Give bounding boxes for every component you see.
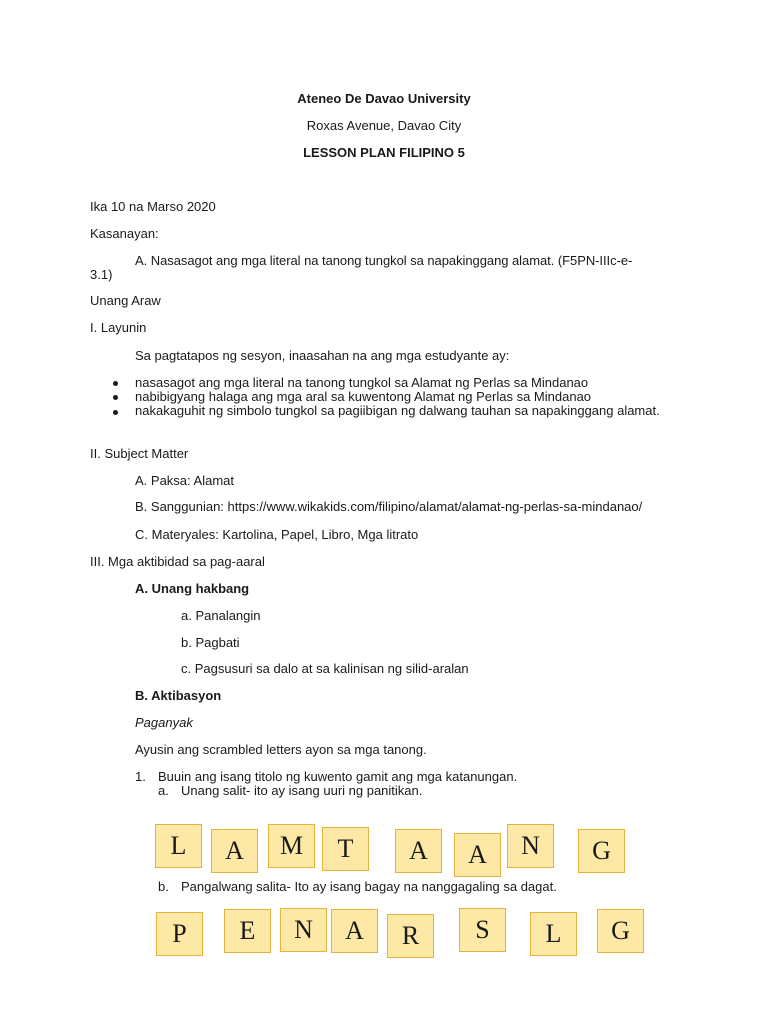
- letter-tile: N: [280, 908, 327, 952]
- letter-tile: G: [578, 829, 625, 873]
- letter-tile: L: [530, 912, 577, 956]
- layunin-bullet-1: nasasagot ang mga literal na tanong tungkol sa Alamat ng Perlas sa Mindanao: [135, 375, 589, 390]
- question-a-letter: a.: [158, 783, 169, 798]
- step-pagbati: b. Pagbati: [181, 635, 240, 650]
- question-1: Buuin ang isang titolo ng kuwento gamit ang mga katanungan.: [158, 769, 518, 784]
- sanggunian: B. Sanggunian: https://www.wikakids.com/filipino/alamat/alamat-ng-perlas-sa-mindanao/: [135, 499, 643, 514]
- materyales: C. Materyales: Kartolina, Papel, Libro, Mga litrato: [135, 527, 419, 542]
- letter-tile: A: [454, 833, 501, 877]
- kasanayan-text-line1: A. Nasasagot ang mga literal na tanong tungkol sa napakinggang alamat. (F5PN-IIIc-e-: [135, 253, 633, 268]
- letter-tile: E: [224, 909, 271, 953]
- letter-tile: N: [507, 824, 554, 868]
- question-number: 1.: [135, 769, 146, 784]
- aktibidad-heading: III. Mga aktibidad sa pag-aaral: [90, 554, 265, 569]
- letter-tile: S: [459, 908, 506, 952]
- bullet-icon: [113, 381, 118, 386]
- instruction: Ayusin ang scrambled letters ayon sa mga tanong.: [135, 742, 427, 757]
- aktibasyon: B. Aktibasyon: [135, 688, 222, 703]
- question-b: Pangalwang salita- Ito ay isang bagay na nanggagaling sa dagat.: [181, 879, 557, 894]
- question-a: Unang salit- ito ay isang uuri ng panitikan.: [181, 783, 423, 798]
- unang-hakbang: A. Unang hakbang: [135, 581, 250, 596]
- unang-araw: Unang Araw: [90, 293, 161, 308]
- paksa: A. Paksa: Alamat: [135, 473, 234, 488]
- letter-tile: A: [395, 829, 442, 873]
- letter-tile: M: [268, 824, 315, 868]
- letter-tile: P: [156, 912, 203, 956]
- bullet-icon: [113, 410, 118, 415]
- kasanayan-label: Kasanayan:: [90, 226, 159, 241]
- letter-tile: R: [387, 914, 434, 958]
- step-panalangin: a. Panalangin: [181, 608, 261, 623]
- step-pagsusuri: c. Pagsusuri sa dalo at sa kalinisan ng silid-aralan: [181, 661, 469, 676]
- letter-tile: A: [211, 829, 258, 873]
- layunin-heading: I. Layunin: [90, 320, 147, 335]
- university-name: Ateneo De Davao University: [297, 91, 471, 106]
- address: Roxas Avenue, Davao City: [306, 118, 462, 133]
- letter-tile: A: [331, 909, 378, 953]
- bullet-icon: [113, 395, 118, 400]
- paganyak: Paganyak: [135, 715, 193, 730]
- letter-tile: T: [322, 827, 369, 871]
- date: Ika 10 na Marso 2020: [90, 199, 216, 214]
- question-b-letter: b.: [158, 879, 169, 894]
- layunin-intro: Sa pagtatapos ng sesyon, inaasahan na ang mga estudyante ay:: [135, 348, 510, 363]
- letter-tile: G: [597, 909, 644, 953]
- page-title: LESSON PLAN FILIPINO 5: [303, 145, 465, 160]
- subject-matter-heading: II. Subject Matter: [90, 446, 189, 461]
- kasanayan-text-line2: 3.1): [90, 267, 113, 282]
- letter-tile: L: [155, 824, 202, 868]
- layunin-bullet-2: nabibigyang halaga ang mga aral sa kuwentong Alamat ng Perlas sa Mindanao: [135, 389, 592, 404]
- layunin-bullet-3: nakakaguhit ng simbolo tungkol sa pagiibigan ng dalwang tauhan sa napakinggang alamat.: [135, 403, 660, 418]
